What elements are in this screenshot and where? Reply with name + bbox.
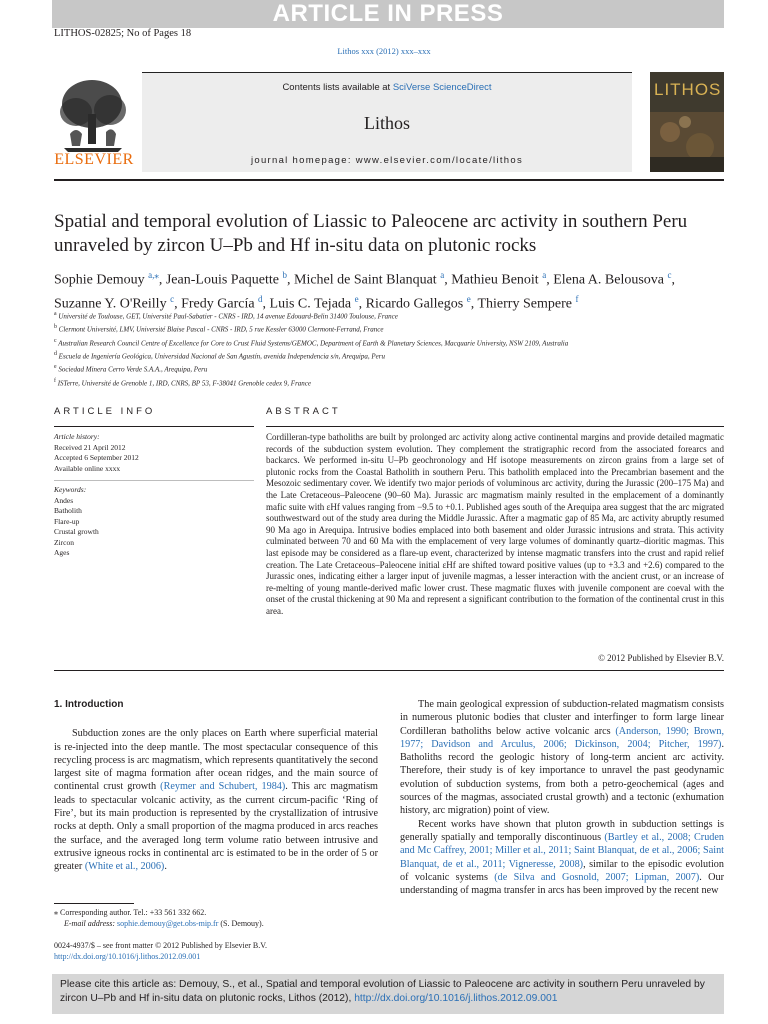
keywords-label: Keywords: <box>54 485 87 494</box>
author-separator: , <box>671 272 676 288</box>
affiliation-key: c <box>54 337 57 344</box>
author-name: Fredy García <box>181 296 255 312</box>
citation-text: Please cite this article as: Demouy, S., et al., Spatial and temporal evolution of Liassic to Paleocene arc activity in southern Peru unraveled by zircon U–Pb and Hf in-situ data on plutonic rocks, Lithos (2012), <box>60 979 705 1004</box>
affiliation-list <box>54 309 734 389</box>
affiliation-text: Université de Toulouse, GET, Université Paul-Sabatier - CNRS - IRD, 14 avenue Edouard-Belin 31400 Toulouse, France <box>58 312 398 321</box>
author-affiliation-marker[interactable]: c <box>667 270 672 280</box>
manuscript-id: LITHOS-02825; No of Pages 18 <box>54 28 192 39</box>
article-info-rule <box>54 426 254 427</box>
email-suffix: (S. Demouy). <box>218 919 264 928</box>
author-name: Mathieu Benoit <box>451 272 539 288</box>
doi-link[interactable]: http://dx.doi.org/10.1016/j.lithos.2012.09.001 <box>54 952 201 961</box>
affiliation-text: Escuela de Ingeniería Geológica, Universidad Nacional de San Agustín, avenida Independencia s/n, Arequipa, Peru <box>58 352 385 361</box>
author-affiliation-marker[interactable]: a <box>440 270 445 280</box>
journal-cover-thumbnail[interactable] <box>650 72 724 172</box>
author-name: Luis C. Tejada <box>269 296 352 312</box>
affiliation-text: ISTerre, Université de Grenoble 1, IRD, CNRS, BP 53, F-38041 Grenoble cedex 9, France <box>57 378 312 387</box>
author-name: Jean-Louis Paquette <box>165 272 279 288</box>
front-matter <box>54 940 384 962</box>
author-separator: , <box>262 296 270 312</box>
email-link[interactable]: sophie.demouy@get.obs-mip.fr <box>117 919 219 928</box>
affiliation-item <box>54 349 734 362</box>
paragraph-text: Recent works have shown that pluton growth in subduction settings is generally spatially and temporally discontinuous <box>400 818 724 843</box>
abstract-rule-top <box>266 426 724 427</box>
abstract-copyright: © 2012 Published by Elsevier B.V. <box>598 653 724 663</box>
citation-link[interactable]: (Bartley et al., 2008; Cruden and Mc Caffrey, 2001; Miller et al., 2011; Saint Blanquat, de et al., 2006; Saint Blanquat, de et al., 2011; Vigneresse, 2008) <box>400 831 725 870</box>
author-list <box>54 266 734 313</box>
paragraph-text: . Our understanding of magma transfer in arcs has been improved by the recent new <box>400 871 724 897</box>
history-accepted: Accepted 6 September 2012 <box>54 453 139 462</box>
journal-homepage[interactable]: journal homepage: www.elsevier.com/locate/lithos <box>250 155 524 166</box>
affiliation-item <box>54 362 734 375</box>
masthead-center-panel <box>142 72 632 172</box>
citation-link[interactable]: (de Silva and Gosnold, 2007; Lipman, 2007) <box>494 871 700 883</box>
keyword-item: Crustal growth <box>54 527 99 536</box>
citation-doi-link[interactable]: http://dx.doi.org/10.1016/j.lithos.2012.09.001 <box>354 993 558 1004</box>
email-label: E-mail address: <box>64 919 118 928</box>
affiliation-item <box>54 309 734 322</box>
history-online: Available online xxxx <box>54 463 121 473</box>
affiliation-item <box>54 322 734 335</box>
author-separator: , <box>444 272 452 288</box>
keyword-item: Flare-up <box>54 516 80 526</box>
article-in-press-banner: ARTICLE IN PRESS <box>52 0 724 28</box>
journal-name: Lithos <box>363 113 410 133</box>
paragraph-text: , similar to the episodic evolution of volcanic systems <box>400 858 724 883</box>
author-name: Suzanne Y. O'Reilly <box>54 296 167 312</box>
cover-title: LITHOS <box>654 80 722 99</box>
affiliation-key: a <box>54 311 57 317</box>
issn-line: 0024-4937/$ – see front matter © 2012 Published by Elsevier B.V. <box>54 941 268 950</box>
affiliation-text: Clermont Université, LMV, Université Blaise Pascal - CNRS - IRD, 5 rue Kessler 63000 Clermont-Ferrand, France <box>58 325 384 334</box>
body-column-left <box>54 698 378 874</box>
affiliation-key: f <box>54 377 56 384</box>
journal-reference-link[interactable]: Lithos xxx (2012) xxx–xxx <box>337 46 431 56</box>
paragraph-text: . This arc magmatism leads to spectacular volcanic activity, as the current circum-pacific ‘Ring of Fire’, but its main production is represented by the crystallization of intrusive rocks at depth. Only a small proportion of the magma produced in arcs reaches the surface, and the averaged long term volume ratio between intrusive and extrusive igneous rocks in continental arc is estimated to be in the order of 5 or greater <box>54 781 378 873</box>
introduction-heading: 1. Introduction <box>54 699 124 710</box>
contents-prefix: Contents lists available at <box>282 82 393 93</box>
citation-link[interactable]: (Reymer and Schubert, 1984) <box>160 781 286 793</box>
author-separator: , <box>546 272 554 288</box>
author-name: Thierry Sempere <box>477 296 572 312</box>
paragraph-text: . Batholiths record the geologic history of long-term ancient arc activity. Therefore, their study is of key importance to unravel the past geodynamic evolution of subduction systems, from both a petro-geochemical (ages and sources of the magmas, associated crustal growth) and a tectonic (exhumation history, arc migration) point of view. <box>400 738 724 817</box>
author-separator: , <box>287 272 294 288</box>
corresponding-author-footnote <box>54 907 384 929</box>
keyword-item: Ages <box>54 548 70 557</box>
email-line <box>54 918 384 929</box>
contents-line <box>142 82 632 93</box>
corresponding-author-line: ⁎ Corresponding author. Tel.: +33 561 332 662. <box>54 908 207 917</box>
keyword-item: Andes <box>54 495 74 505</box>
author-separator: , <box>358 296 366 312</box>
article-info-block <box>54 432 254 559</box>
article-title: Spatial and temporal evolution of Liassic to Paleocene arc activity in southern Peru unraveled by zircon U–Pb and Hf in-situ data on plutonic rocks <box>54 211 688 256</box>
affiliation-item <box>54 376 734 389</box>
info-separator <box>54 480 254 481</box>
intro-paragraph <box>54 727 378 873</box>
paragraph-text: The main geological expression of subduction-related magmatism consists in numerous plutonic bodies that cluster and interfinger to form large linear Cordilleran batholiths below active volcanic arcs <box>400 699 724 737</box>
author-name: Elena A. Belousova <box>553 272 665 288</box>
abstract-heading: ABSTRACT <box>266 406 341 417</box>
author-affiliation-marker[interactable]: f <box>575 293 579 304</box>
history-label: Article history: <box>54 432 100 441</box>
citation-link[interactable]: (White et al., 2006) <box>84 861 165 873</box>
abstract-text: Cordilleran-type batholiths are built by prolonged arc activity along active continental margins and provide detailed magmatic records of the subduction system evolution. They complement the stratigraphic record from the associated forearcs and backarcs. We performed in-situ U–Pb geochronology and Hf isotope measurements on zircon grains from a large set of plutonic rocks from the Coastal Batholith in southern Peru. This batholith emplaced into the Precambrian basement and the Mesozoic sedimentary cover. We identify two major periods of voluminous arc activity, during the Jurassic (200–175 Ma) and the Late Cretaceous–Paleocene (90–60 Ma). Jurassic arc magmatism mainly resulted in the emplacement of a dominantly mafic suite with εHf values ranging from −9.5 to +0.1. Published ages south of the Arequipa area suggest that the arc migrated southwestward out of the study area during the Middle Jurassic. After a magmatic gap of 85 Ma, arc activity abruptly resumed 90 Ma ago in Arequipa. Intrusive bodies emplaced into both basement and older Jurassic intrusions and strata. This activity culminated between 70 and 60 Ma with the emplacement of very large volumes of dominantly quartz–dioritic magmas. This last episode may be considered as a flare-up event, characterized by intense magmatic transfers into the crust and rapid relief creation. The Late Cretaceous–Paleocene initial εHf are shifted toward positive values (up to +3.3 and +2.6) compared to the Jurassic ones, indicating either a larger input of juvenile magmas, a lesser interaction with the ancient crust, or an increase of re-melting of young mantle-derived mafic lower crust. These magmatic fluxes with juvenile component are coeval with the onset of the crustal thickening at 90 Ma and represent a significant contribution to the formation of the continental crust in this area. <box>266 432 724 616</box>
author-name: Sophie Demouy <box>54 272 145 288</box>
affiliation-item <box>54 336 734 349</box>
keyword-item: Zircon <box>54 537 74 547</box>
author-affiliation-marker[interactable]: e <box>354 293 359 304</box>
keyword-item: Batholith <box>54 506 82 515</box>
paragraph-text: . <box>164 861 167 873</box>
author-separator: , <box>470 296 478 312</box>
author-affiliation-marker[interactable]: a <box>542 270 547 280</box>
author-separator: , <box>158 272 166 288</box>
author-name: Ricardo Gallegos <box>365 296 464 312</box>
intro-paragraph <box>400 818 724 898</box>
affiliation-key: d <box>54 350 57 357</box>
abstract-rule-bottom <box>54 670 724 671</box>
affiliation-key: e <box>54 364 57 371</box>
masthead-divider <box>54 179 724 181</box>
affiliation-text: Australian Research Council Centre of Excellence for Core to Crust Fluid Systems/GEMOC, Department of Earth & Planetary Sciences, Macquarie University, NSW 2109, Australia <box>58 338 569 347</box>
author-affiliation-marker[interactable]: c <box>170 293 175 304</box>
history-received: Received 21 April 2012 <box>54 442 126 452</box>
intro-paragraph <box>400 698 724 818</box>
footnote-rule <box>54 903 134 904</box>
affiliation-text: Sociedad Minera Cerro Verde S.A.A., Arequipa, Peru <box>58 365 208 374</box>
body-column-right <box>400 698 724 897</box>
author-separator: , <box>174 296 182 312</box>
sciencedirect-link[interactable]: SciVerse ScienceDirect <box>392 82 492 93</box>
author-affiliation-marker[interactable]: e <box>466 293 471 304</box>
author-affiliation-marker[interactable]: a,⁎ <box>148 270 159 280</box>
elsevier-wordmark: ELSEVIER <box>54 151 134 168</box>
author-affiliation-marker[interactable]: b <box>282 270 287 280</box>
article-info-heading: ARTICLE INFO <box>54 406 156 417</box>
author-affiliation-marker[interactable]: d <box>258 293 263 304</box>
author-name: Michel de Saint Blanquat <box>294 272 437 288</box>
journal-masthead <box>54 68 724 176</box>
citation-link[interactable]: (Anderson, 1990; Brown, 1977; Davidson and Arculus, 2006; Dickinson, 2004; Pitcher, 1997) <box>400 725 724 750</box>
affiliation-key: b <box>54 324 57 331</box>
paragraph-text: Subduction zones are the only places on Earth where superficial material is re-injected into the deep mantle. The most spectacular consequence of this recycling process is arc magmatism, which represents quantitatively the second largest site of magma formation after ocean ridges, and the main source of continental crust growth <box>54 728 378 793</box>
citation-box <box>52 974 724 1014</box>
